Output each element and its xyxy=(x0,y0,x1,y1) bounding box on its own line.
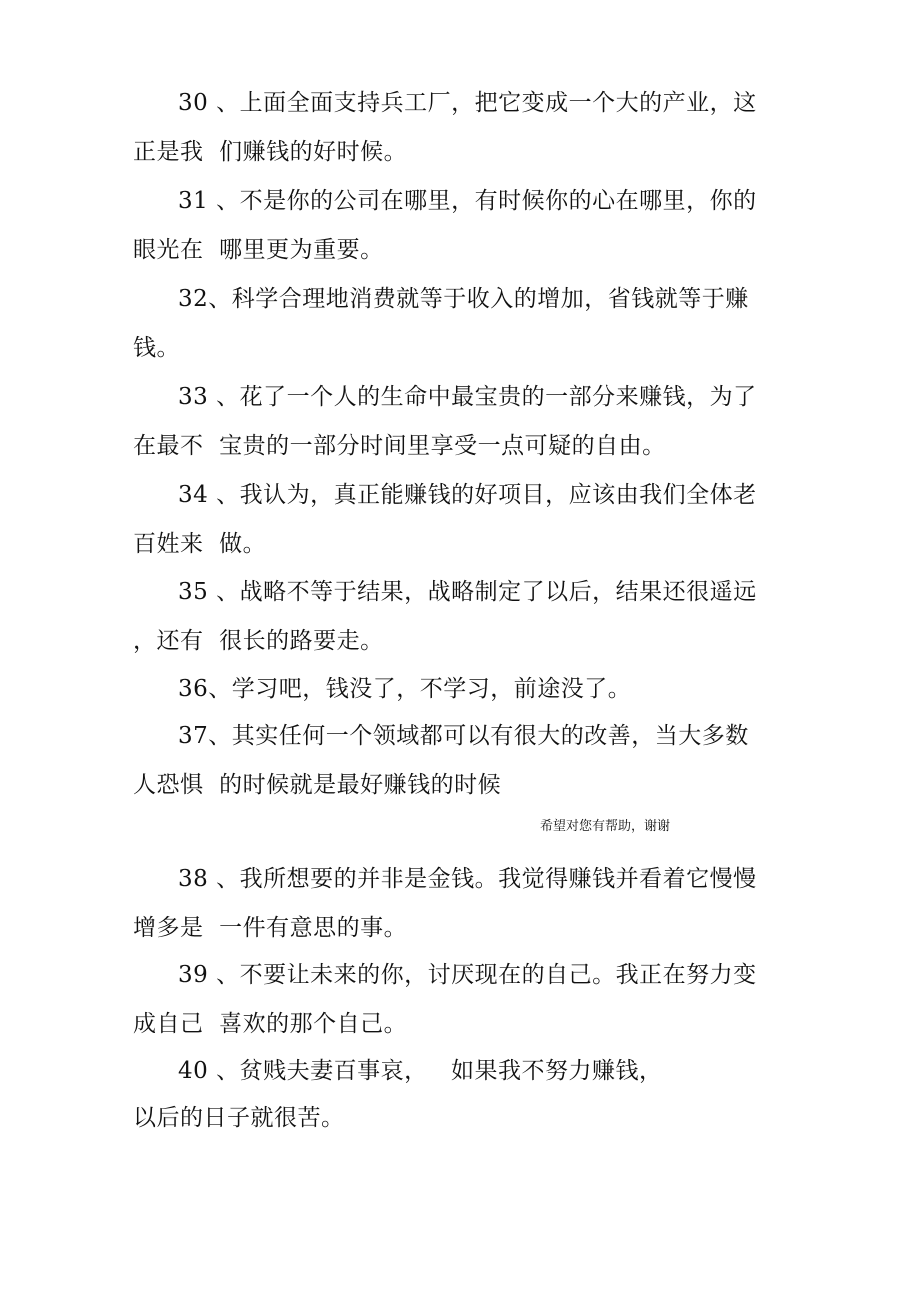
item-38-line2: 增多是 一件有意思的事。 xyxy=(133,915,408,941)
item-31-line1: 31 、不是你的公司在哪里，有时候你的心在哪里，你的 xyxy=(178,188,757,214)
item-37-line1: 37、其实任何一个领域都可以有很大的改善，当大多数 xyxy=(178,723,749,749)
item-37-line2: 人恐惧 的时候就是最好赚钱的时候 xyxy=(133,772,502,798)
item-38-line1: 38 、我所想要的并非是金钱。我觉得赚钱并看着它慢慢 xyxy=(178,866,757,892)
item-39-line2: 成自己 喜欢的那个自己。 xyxy=(133,1011,408,1037)
item-32-line1: 32、科学合理地消费就等于收入的增加，省钱就等于赚 xyxy=(178,286,749,312)
item-30-line2: 正是我 们赚钱的好时候。 xyxy=(133,139,408,165)
item-35-line2: ，还有 很长的路要走。 xyxy=(133,628,384,654)
item-31-line2: 眼光在 哪里更为重要。 xyxy=(133,237,384,263)
item-36-line1: 36、学习吧，钱没了，不学习，前途没了。 xyxy=(178,676,632,702)
item-30-line1: 30 、上面全面支持兵工厂，把它变成一个大的产业，这 xyxy=(178,90,757,116)
footer-note: 希望对您有帮助，谢谢 xyxy=(540,819,671,834)
item-33-line2: 在最不 宝贵的一部分时间里享受一点可疑的自由。 xyxy=(133,433,666,459)
item-33-line1: 33 、花了一个人的生命中最宝贵的一部分来赚钱，为了 xyxy=(178,384,757,410)
item-32-line2: 钱。 xyxy=(133,335,180,361)
item-34-line2: 百姓来 做。 xyxy=(133,531,267,557)
item-34-line1: 34 、我认为，真正能赚钱的好项目，应该由我们全体老 xyxy=(178,482,757,508)
item-39-line1: 39 、不要让未来的你，讨厌现在的自己。我正在努力变 xyxy=(178,962,757,988)
item-35-line1: 35 、战略不等于结果，战略制定了以后，结果还很遥远 xyxy=(178,579,757,605)
item-40-line1: 40 、贫贱夫妻百事哀， 如果我不努力赚钱， xyxy=(178,1058,663,1084)
item-40-line2: 以后的日子就很苦。 xyxy=(133,1105,345,1131)
